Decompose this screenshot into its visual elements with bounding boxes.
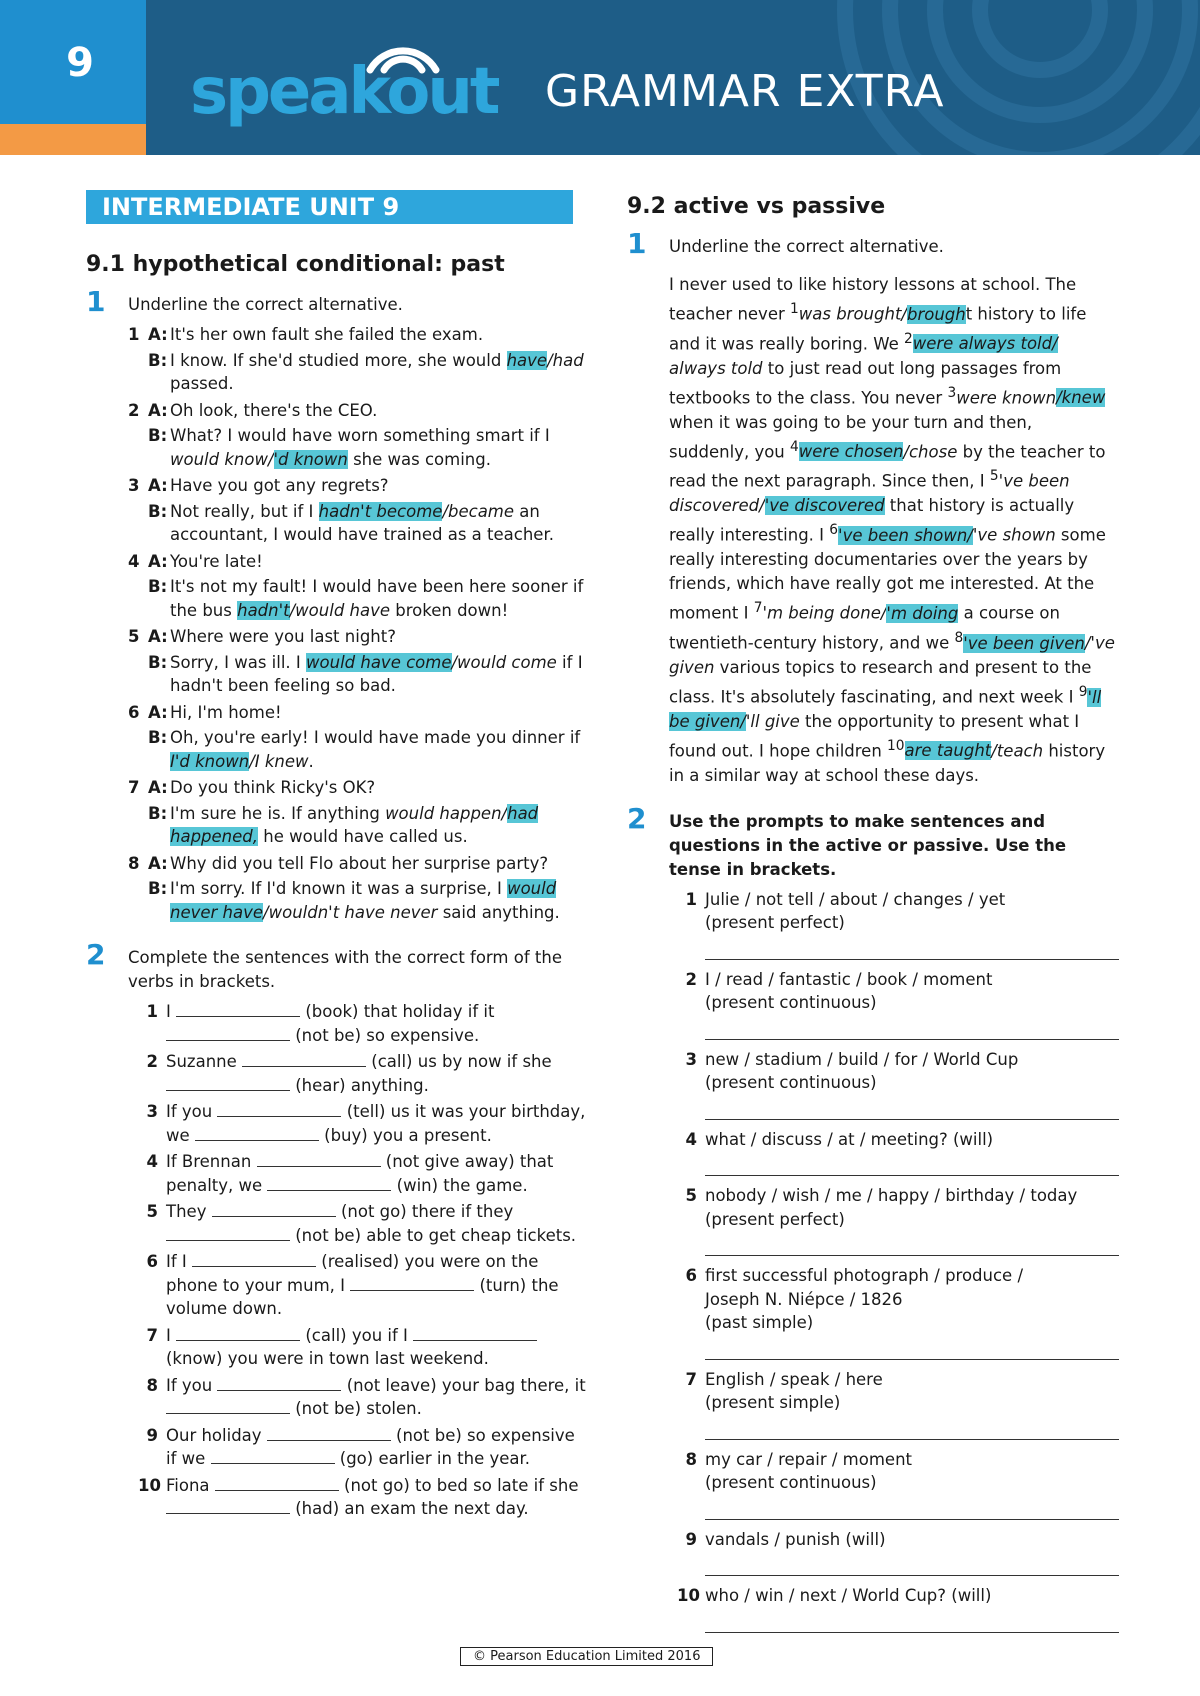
answer-blank bbox=[215, 1475, 339, 1491]
item-number: 4 bbox=[146, 1152, 158, 1171]
answer-blank bbox=[166, 1498, 290, 1514]
dialogue-text: Do you think Ricky's OK? bbox=[170, 778, 376, 797]
answer-blank bbox=[166, 1075, 290, 1091]
dialogue-text bbox=[170, 651, 586, 698]
text-segment: (not go) there if they bbox=[335, 1202, 514, 1221]
dialogue-text: It's her own fault she failed the exam. bbox=[170, 325, 484, 344]
text-segment: history in a similar way at school these days. bbox=[669, 741, 1106, 785]
highlighted-answer: would have come bbox=[306, 652, 452, 672]
highlighted-answer: 've been shown/ bbox=[838, 525, 973, 545]
alternative-option: /I knew bbox=[249, 751, 309, 771]
gap-number: 3 bbox=[947, 384, 957, 401]
speakout-logo bbox=[190, 20, 530, 140]
highlighted-answer: hadn't bbox=[237, 600, 290, 620]
alternative-option: always told bbox=[669, 358, 763, 378]
dialogue-text: Hi, I'm home! bbox=[170, 702, 282, 722]
gap-number: 9 bbox=[1078, 684, 1088, 701]
highlighted-answer: I'd known bbox=[170, 751, 250, 771]
alternative-option: 've been discovered/ bbox=[669, 471, 1070, 516]
gap-fill-text bbox=[166, 1324, 586, 1371]
text-segment: (had) an exam the next day. bbox=[290, 1499, 529, 1518]
alternative-option: 've shown bbox=[972, 525, 1056, 545]
gap-fill-item bbox=[138, 1250, 586, 1321]
speaker-label: A: bbox=[148, 476, 168, 495]
item-number: 7 bbox=[146, 1325, 158, 1345]
dialogue-list bbox=[128, 323, 586, 924]
item-number: 4 bbox=[128, 551, 140, 571]
gap-fill-item bbox=[138, 1324, 586, 1371]
unit-number: 9 bbox=[66, 40, 94, 86]
item-number: 1 bbox=[685, 889, 697, 909]
answer-line bbox=[705, 1551, 1119, 1576]
highlighted-answer: 'd known bbox=[273, 449, 348, 469]
gap-fill-item bbox=[138, 1100, 586, 1147]
alternative-option: /'ve given bbox=[669, 633, 1115, 677]
text-segment: (go) earlier in the year. bbox=[334, 1449, 531, 1468]
prompt-item bbox=[677, 1368, 1117, 1415]
alternative-option: /would have bbox=[289, 600, 391, 620]
item-number: 6 bbox=[146, 1252, 158, 1271]
text-segment: when it was going to be your turn and then, suddenly, you bbox=[669, 412, 1033, 462]
exercise-number: 2 bbox=[627, 801, 647, 835]
prompt-line: Julie / not tell / about / changes / yet bbox=[705, 889, 1006, 909]
dialogue-line-b bbox=[148, 877, 586, 924]
text-segment: I'm sorry. If I'd known it was a surprise, I bbox=[170, 879, 508, 898]
copyright-footer: © Pearson Education Limited 2016 bbox=[460, 1647, 713, 1666]
exercise-instruction: Complete the sentences with the correct form of the verbs in brackets. bbox=[128, 948, 562, 991]
dialogue-line-a bbox=[128, 474, 586, 498]
answer-blank bbox=[166, 1225, 290, 1241]
alternative-option: was brought/ bbox=[798, 304, 907, 324]
section-title-9-1: 9.1 hypothetical conditional: past bbox=[86, 252, 505, 277]
speaker-label: B: bbox=[148, 803, 168, 823]
dialogue-line-b bbox=[148, 500, 586, 547]
prompt-item bbox=[677, 1128, 1117, 1152]
text-segment: various topics to research and present to the class. It's absolutely fascinating, and next week I bbox=[669, 657, 1092, 707]
alternative-option: /would come bbox=[451, 652, 557, 672]
gap-fill-item bbox=[138, 1424, 586, 1471]
dialogue-line-b bbox=[148, 651, 586, 698]
answer-blank bbox=[413, 1325, 537, 1341]
text-segment: t history to life and it was really boring. We bbox=[669, 304, 1087, 354]
dialogue-line-b bbox=[148, 726, 586, 773]
answer-blank bbox=[195, 1125, 319, 1141]
prompt-item bbox=[677, 968, 1117, 1015]
exercise-number: 1 bbox=[86, 285, 106, 318]
text-segment: (win) the game. bbox=[391, 1175, 528, 1195]
text-segment: (tell) us it was your birthday, we bbox=[166, 1102, 586, 1145]
gap-fill-text bbox=[166, 1100, 586, 1147]
prompt-item bbox=[677, 1264, 1117, 1335]
prompt-text bbox=[705, 888, 1117, 935]
highlighted-answer: were always told/ bbox=[912, 334, 1058, 354]
text-segment: What? I would have worn something smart if I bbox=[170, 426, 550, 445]
highlighted-answer: 've been given bbox=[963, 633, 1085, 653]
gap-fill-text bbox=[166, 1000, 586, 1047]
text-segment: If Brennan bbox=[166, 1152, 257, 1171]
alternative-option: 'm being done/ bbox=[762, 603, 887, 623]
right-column bbox=[627, 190, 1117, 1641]
text-segment: I never used to like history lessons at school. The teacher never bbox=[669, 275, 1077, 324]
speaker-label: A: bbox=[148, 853, 168, 873]
gap-fill-text bbox=[166, 1250, 586, 1321]
speaker-label: B: bbox=[148, 728, 168, 747]
answer-line bbox=[705, 1231, 1119, 1256]
prompt-text bbox=[705, 1368, 1117, 1415]
text-segment: I know. If she'd studied more, she would bbox=[170, 350, 507, 370]
prompt-item bbox=[677, 1528, 1117, 1552]
text-segment: the opportunity to present what I found out. I hope children bbox=[669, 711, 1080, 761]
exercise-1-right bbox=[627, 227, 1117, 788]
text-segment: Oh, you're early! I would have made you dinner if bbox=[170, 728, 581, 747]
text-segment: I'm sure he is. If anything bbox=[170, 803, 386, 823]
text-segment: (not go) to bed so late if she bbox=[338, 1475, 579, 1495]
answer-blank bbox=[166, 1025, 290, 1041]
answer-line bbox=[705, 1415, 1119, 1440]
item-number: 10 bbox=[677, 1586, 700, 1606]
dialogue-text: Oh look, there's the CEO. bbox=[170, 400, 378, 420]
page-subtitle: GRAMMAR EXTRA bbox=[545, 66, 945, 117]
speaker-label: B: bbox=[148, 426, 168, 445]
item-number: 3 bbox=[146, 1102, 158, 1121]
item-number: 7 bbox=[128, 778, 140, 797]
prompt-text bbox=[705, 1584, 1117, 1608]
prompt-line: English / speak / here bbox=[705, 1369, 883, 1389]
prompt-line: (past simple) bbox=[705, 1313, 814, 1333]
text-segment: she was coming. bbox=[347, 449, 491, 469]
text-segment: Not really, but if I bbox=[170, 501, 319, 521]
text-segment: that history is actually really interesting. I bbox=[669, 496, 1075, 545]
dialogue-text bbox=[170, 500, 586, 547]
item-number: 3 bbox=[685, 1049, 697, 1069]
item-number: 2 bbox=[128, 400, 140, 420]
speaker-label: A: bbox=[148, 325, 168, 344]
text-segment: an accountant, I would have trained as a teacher. bbox=[170, 501, 554, 544]
answer-line bbox=[705, 1335, 1119, 1360]
text-segment: Fiona bbox=[166, 1475, 215, 1495]
text-segment: if I hadn't been feeling so bad. bbox=[170, 652, 583, 695]
dialogue-line-b bbox=[148, 349, 586, 396]
gap-number: 2 bbox=[904, 330, 913, 347]
answer-blank bbox=[212, 1201, 336, 1217]
highlighted-answer: would never have bbox=[170, 879, 557, 922]
prompt-list bbox=[669, 888, 1117, 1633]
item-number: 8 bbox=[685, 1449, 697, 1469]
item-number: 1 bbox=[146, 1002, 158, 1021]
gap-fill-list bbox=[128, 1000, 586, 1521]
gap-number: 8 bbox=[954, 630, 964, 647]
alternative-option: /teach bbox=[991, 741, 1044, 761]
answer-blank bbox=[217, 1101, 341, 1117]
gap-number: 7 bbox=[753, 600, 763, 617]
gap-fill-item bbox=[138, 1200, 586, 1247]
speaker-label: B: bbox=[148, 652, 168, 672]
answer-line bbox=[705, 1095, 1119, 1120]
text-segment: (not be) able to get cheap tickets. bbox=[290, 1225, 577, 1245]
prompt-item bbox=[677, 1184, 1117, 1231]
answer-blank bbox=[166, 1398, 290, 1414]
dialogue-text: Why did you tell Flo about her surprise party? bbox=[170, 853, 549, 873]
prompt-line: new / stadium / build / for / World Cup bbox=[705, 1049, 1019, 1069]
highlighted-answer: were chosen bbox=[798, 442, 904, 462]
text-segment: by the teacher to read the next paragraph. Since then, I bbox=[669, 442, 1106, 491]
section-title-9-2: 9.2 active vs passive bbox=[627, 194, 886, 219]
text-segment: a course on twentieth-century history, and we bbox=[669, 603, 1060, 653]
speaker-label: B: bbox=[148, 501, 168, 521]
answer-blank bbox=[176, 1001, 300, 1017]
text-segment: passed. bbox=[170, 374, 234, 393]
item-number: 3 bbox=[128, 476, 140, 495]
dialogue-text: Have you got any regrets? bbox=[170, 476, 389, 495]
dialogue-text bbox=[170, 575, 586, 622]
item-number: 5 bbox=[146, 1202, 158, 1221]
prompt-line: vandals / punish (will) bbox=[705, 1529, 886, 1549]
speaker-label: A: bbox=[148, 400, 168, 420]
text-segment: he would have called us. bbox=[258, 827, 468, 846]
gap-number: 1 bbox=[790, 301, 799, 318]
item-number: 5 bbox=[128, 627, 140, 646]
gap-fill-text bbox=[166, 1474, 586, 1521]
answer-line bbox=[705, 935, 1119, 960]
dialogue-line-a bbox=[128, 701, 586, 725]
answer-blank bbox=[257, 1151, 381, 1167]
answer-blank bbox=[267, 1175, 391, 1191]
gap-fill-text bbox=[166, 1050, 586, 1097]
item-number: 2 bbox=[146, 1052, 158, 1071]
text-segment: If I bbox=[166, 1252, 193, 1271]
speaker-label: B: bbox=[148, 879, 168, 898]
text-segment: Our holiday bbox=[166, 1425, 267, 1445]
gap-fill-item bbox=[138, 1374, 586, 1421]
text-segment: It's not my fault! I would have been here sooner if the bus bbox=[170, 577, 584, 620]
highlighted-answer: 'm doing bbox=[886, 603, 959, 623]
prompt-item bbox=[677, 1584, 1117, 1608]
prompt-line: what / discuss / at / meeting? (will) bbox=[705, 1129, 994, 1149]
prompt-line: (present perfect) bbox=[705, 913, 845, 933]
item-number: 8 bbox=[146, 1375, 158, 1395]
dialogue-line-b bbox=[148, 802, 586, 849]
text-segment: some really interesting documentaries over the years by friends, which have really got me interested. At the moment I bbox=[669, 525, 1106, 623]
prompt-text bbox=[705, 1264, 1117, 1335]
dialogue-line-a bbox=[128, 776, 586, 800]
prompt-text bbox=[705, 968, 1117, 1015]
prompt-line: (present continuous) bbox=[705, 1073, 877, 1093]
alternative-option: would happen/ bbox=[385, 803, 508, 823]
prompt-line: who / win / next / World Cup? (will) bbox=[705, 1586, 992, 1606]
text-segment: (call) you if I bbox=[300, 1325, 414, 1345]
gap-fill-text bbox=[166, 1200, 586, 1247]
text-segment: (hear) anything. bbox=[290, 1075, 429, 1095]
item-number: 9 bbox=[146, 1425, 158, 1445]
answer-blank bbox=[350, 1275, 474, 1291]
dialogue-text: You're late! bbox=[170, 551, 263, 571]
alternative-option: /became bbox=[442, 501, 515, 521]
speaker-label: B: bbox=[148, 350, 168, 370]
text-segment: Suzanne bbox=[166, 1052, 243, 1071]
gap-fill-text bbox=[166, 1374, 586, 1421]
gap-fill-item bbox=[138, 1050, 586, 1097]
prompt-line: (present perfect) bbox=[705, 1209, 845, 1229]
prompt-text bbox=[705, 1048, 1117, 1095]
dialogue-line-a bbox=[128, 323, 586, 347]
highlighted-answer: had happened, bbox=[170, 803, 539, 846]
text-segment: (turn) the volume down. bbox=[166, 1275, 559, 1318]
dialogue-text bbox=[170, 349, 586, 396]
text-segment: (not give away) that penalty, we bbox=[166, 1152, 554, 1195]
highlighted-answer: 'll be given/ bbox=[669, 687, 1102, 731]
text-segment: broken down! bbox=[390, 600, 509, 620]
answer-blank bbox=[267, 1425, 391, 1441]
prompt-item bbox=[677, 888, 1117, 935]
highlighted-answer: brough bbox=[906, 304, 966, 324]
highlighted-answer: have bbox=[506, 350, 548, 370]
logo-text: speakout bbox=[190, 55, 498, 129]
answer-blank bbox=[242, 1051, 366, 1067]
reading-paragraph bbox=[669, 273, 1117, 788]
speaker-label: A: bbox=[148, 702, 168, 722]
header-banner bbox=[0, 0, 1200, 155]
speaker-label: A: bbox=[148, 551, 168, 571]
dialogue-line-a bbox=[128, 625, 586, 649]
alternative-option: /had bbox=[547, 350, 584, 370]
prompt-text bbox=[705, 1528, 1117, 1552]
item-number: 6 bbox=[128, 702, 140, 722]
text-segment: If you bbox=[166, 1102, 218, 1121]
dialogue-text bbox=[170, 877, 586, 924]
alternative-option: /wouldn't have never bbox=[263, 902, 438, 922]
text-segment: They bbox=[166, 1202, 212, 1221]
gap-number: 5 bbox=[989, 468, 999, 485]
answer-blank bbox=[176, 1325, 300, 1341]
answer-line bbox=[705, 1495, 1119, 1520]
speaker-label: A: bbox=[148, 778, 168, 797]
text-segment: (call) us by now if she bbox=[366, 1052, 552, 1071]
answer-blank bbox=[217, 1375, 341, 1391]
text-segment: I bbox=[166, 1002, 177, 1021]
text-segment: (realised) you were on the phone to your mum, I bbox=[166, 1252, 539, 1295]
text-segment: (not be) so expensive. bbox=[290, 1025, 480, 1045]
dialogue-line-a bbox=[128, 399, 586, 423]
exercise-2-left bbox=[86, 938, 586, 1521]
highlighted-answer: /knew bbox=[1056, 388, 1106, 408]
speaker-label: B: bbox=[148, 577, 168, 596]
answer-blank bbox=[192, 1251, 316, 1267]
prompt-item bbox=[677, 1048, 1117, 1095]
item-number: 5 bbox=[685, 1186, 697, 1206]
prompt-line: I / read / fantastic / book / moment bbox=[705, 969, 993, 989]
exercise-number: 1 bbox=[627, 227, 647, 260]
text-segment: said anything. bbox=[437, 902, 560, 922]
text-segment: (not be) so expensive if we bbox=[166, 1425, 575, 1468]
text-segment: (book) that holiday if it bbox=[300, 1002, 495, 1021]
prompt-text bbox=[705, 1448, 1117, 1495]
prompt-text bbox=[705, 1184, 1117, 1231]
dialogue-line-b bbox=[148, 424, 586, 471]
speaker-label: A: bbox=[148, 627, 168, 646]
answer-line bbox=[705, 1015, 1119, 1040]
alternative-option: were known bbox=[956, 388, 1057, 408]
prompt-line: nobody / wish / me / happy / birthday / today bbox=[705, 1186, 1078, 1206]
text-segment: (know) you were in town last weekend. bbox=[166, 1349, 489, 1368]
exercise-number: 2 bbox=[86, 938, 106, 971]
alternative-option: would know/ bbox=[170, 449, 274, 469]
dialogue-line-a bbox=[128, 852, 586, 876]
exercise-1-left bbox=[86, 285, 586, 924]
item-number: 2 bbox=[685, 969, 697, 989]
dialogue-line-a bbox=[128, 550, 586, 574]
text-segment: (not leave) your bag there, it bbox=[341, 1375, 586, 1395]
prompt-line: first successful photograph / produce / bbox=[705, 1266, 1024, 1286]
exercise-2-right bbox=[627, 801, 1117, 1633]
item-number: 6 bbox=[685, 1266, 697, 1286]
text-segment: to just read out long passages from textbooks to the class. You never bbox=[669, 358, 1062, 408]
text-segment: . bbox=[308, 751, 314, 771]
answer-blank bbox=[211, 1448, 335, 1464]
gap-fill-text bbox=[166, 1150, 586, 1197]
item-number: 4 bbox=[685, 1129, 697, 1149]
item-number: 9 bbox=[685, 1529, 697, 1549]
gap-fill-item bbox=[138, 1474, 586, 1521]
item-number: 7 bbox=[685, 1369, 697, 1389]
dialogue-text bbox=[170, 802, 586, 849]
item-number: 1 bbox=[128, 325, 140, 344]
dialogue-text: Where were you last night? bbox=[170, 627, 396, 646]
gap-fill-text bbox=[166, 1424, 586, 1471]
dialogue-text bbox=[170, 726, 586, 773]
exercise-instruction: Underline the correct alternative. bbox=[669, 237, 944, 256]
exercise-instruction: Use the prompts to make sentences and questions in the active or passive. Use the tense in brackets. bbox=[669, 811, 1067, 879]
text-segment: If you bbox=[166, 1375, 218, 1395]
gap-fill-item bbox=[138, 1000, 586, 1047]
highlighted-answer: are taught bbox=[904, 741, 992, 761]
gap-number: 4 bbox=[790, 438, 799, 455]
highlighted-answer: hadn't become bbox=[318, 501, 443, 521]
highlighted-answer: 've discovered bbox=[764, 496, 885, 516]
answer-line bbox=[705, 1151, 1119, 1176]
alternative-option: /chose bbox=[903, 442, 958, 462]
gap-fill-item bbox=[138, 1150, 586, 1197]
text-segment: (buy) you a present. bbox=[318, 1125, 492, 1145]
alternative-option: 'll give bbox=[745, 711, 800, 731]
text-segment: (not be) stolen. bbox=[290, 1399, 422, 1418]
left-column bbox=[86, 190, 586, 1521]
exercise-instruction: Underline the correct alternative. bbox=[128, 295, 403, 314]
text-segment: I bbox=[166, 1325, 177, 1345]
text-segment: Sorry, I was ill. I bbox=[170, 652, 307, 672]
answer-line bbox=[705, 1608, 1119, 1633]
unit-banner: INTERMEDIATE UNIT 9 bbox=[86, 190, 573, 224]
prompt-line: (present continuous) bbox=[705, 993, 877, 1013]
gap-number: 10 bbox=[887, 737, 905, 754]
item-number: 8 bbox=[128, 853, 140, 873]
prompt-line: Joseph N. Niépce / 1826 bbox=[705, 1289, 903, 1309]
unit-tab-accent bbox=[0, 124, 146, 155]
dialogue-line-b bbox=[148, 575, 586, 622]
prompt-line: (present continuous) bbox=[705, 1473, 877, 1493]
dialogue-text bbox=[170, 424, 586, 471]
prompt-text bbox=[705, 1128, 1117, 1152]
prompt-item bbox=[677, 1448, 1117, 1495]
prompt-line: my car / repair / moment bbox=[705, 1449, 912, 1469]
item-number: 10 bbox=[138, 1475, 161, 1495]
prompt-line: (present simple) bbox=[705, 1393, 841, 1413]
gap-number: 6 bbox=[829, 522, 839, 539]
